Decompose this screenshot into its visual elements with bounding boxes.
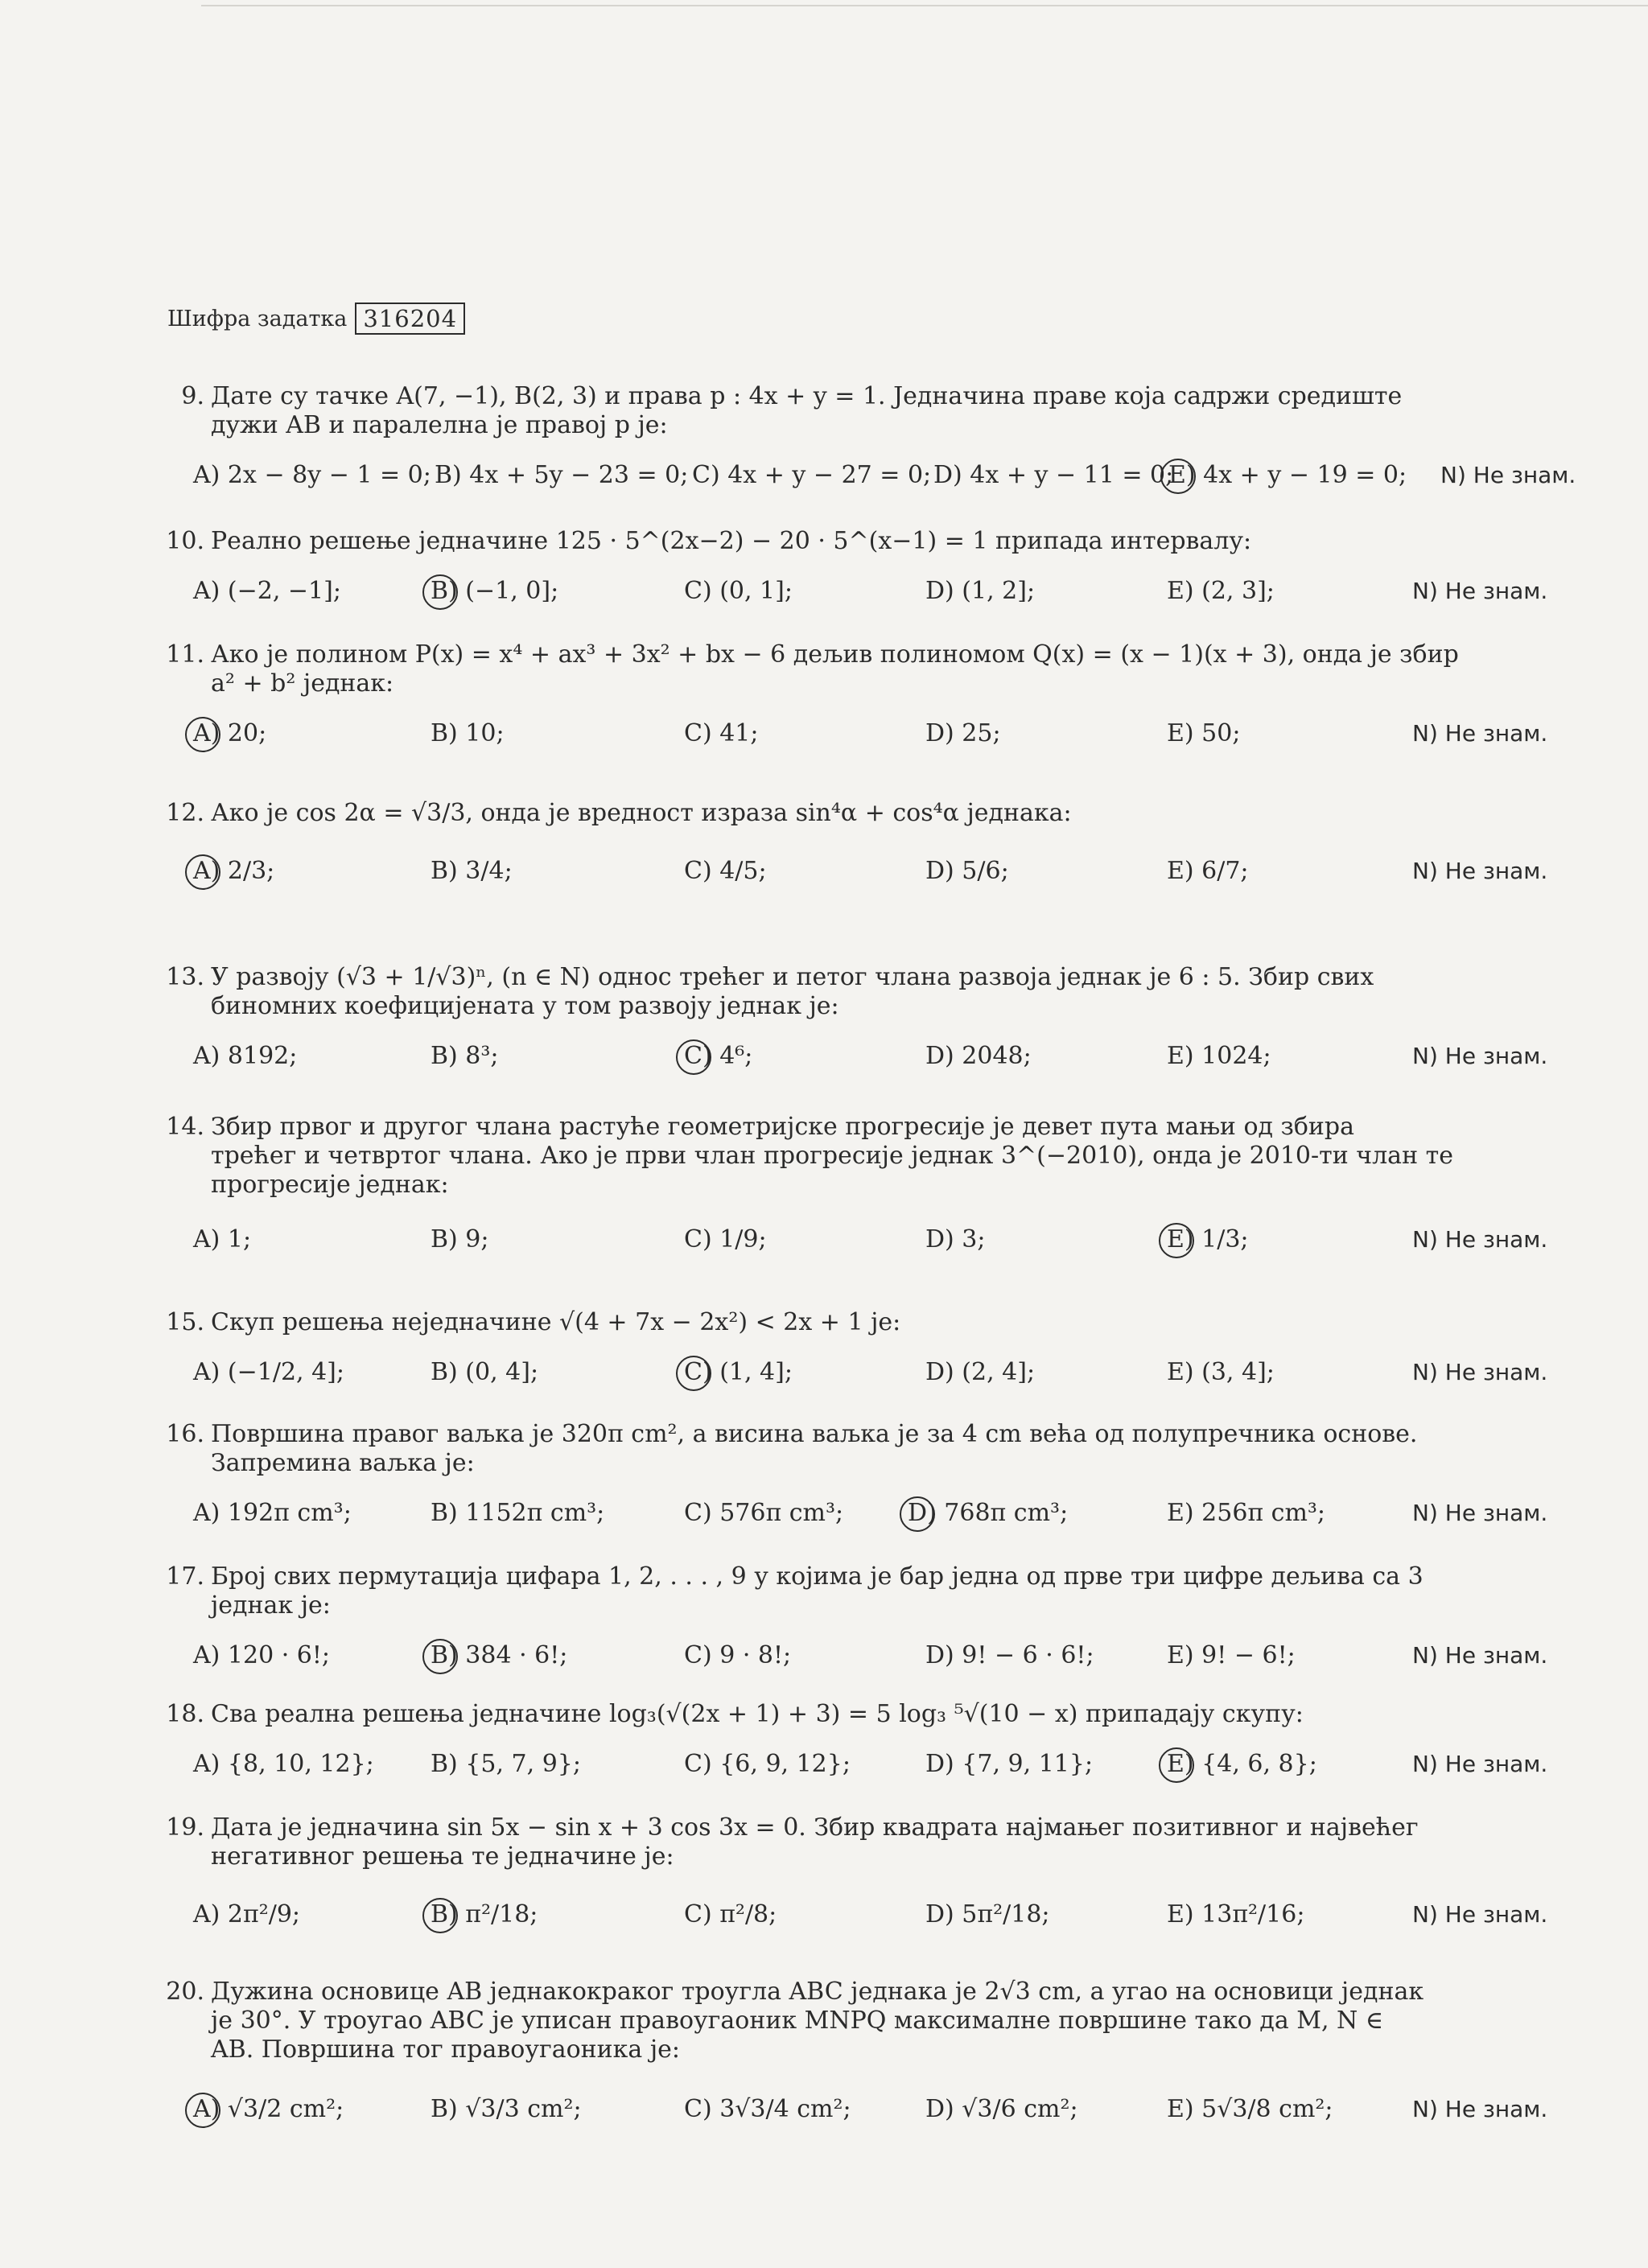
option-e-selected[interactable]: E) 4x + y − 19 = 0; — [1168, 461, 1407, 489]
option-d-selected[interactable]: D) 768π cm³; — [908, 1499, 1069, 1527]
question-number: 16. — [166, 1420, 204, 1448]
question-18 — [153, 1700, 1569, 1788]
option-d[interactable]: D) 4x + y − 11 = 0; — [933, 461, 1174, 489]
option-dont-know[interactable]: N) Не знам. — [1412, 1751, 1548, 1777]
answer-options — [153, 1883, 1569, 1947]
question-text: Реално решење једначине 125 · 5^(2x−2) − 20 · 5^(x−1) = 1 припада интервалу: — [211, 527, 1252, 555]
option-c-selected[interactable]: C) (1, 4]; — [684, 1358, 793, 1386]
option-e[interactable]: E) 6/7; — [1167, 857, 1249, 885]
option-dont-know[interactable]: N) Не знам. — [1412, 1901, 1548, 1928]
question-number: 15. — [166, 1308, 204, 1336]
option-b-selected[interactable]: B) 384 · 6!; — [431, 1641, 568, 1669]
question-number: 17. — [166, 1562, 204, 1591]
question-9 — [153, 382, 1576, 500]
option-d[interactable]: D) (1, 2]; — [925, 577, 1036, 605]
answer-options — [153, 1632, 1569, 1680]
option-dont-know[interactable]: N) Не знам. — [1412, 858, 1548, 884]
option-d[interactable]: D) {7, 9, 11}; — [925, 1750, 1094, 1778]
option-b[interactable]: B) √3/3 cm²; — [431, 2095, 582, 2123]
option-a[interactable]: A) 192π cm³; — [193, 1499, 352, 1527]
option-c[interactable]: C) (0, 1]; — [684, 577, 793, 605]
question-14 — [153, 1113, 1569, 1269]
question-13 — [153, 963, 1569, 1080]
question-text: Сва реална решења једначине log₃(√(2x + 1) + 3) = 5 log₃ ⁵√(10 − x) припадају скупу: — [211, 1700, 1304, 1728]
question-text: У развоју (√3 + 1/√3)ⁿ, (n ∈ N) однос трећег и петог члана развоја једнак је 6 : 5. Збир свих биномних коефицијената у том развоју једнак је: — [211, 963, 1374, 1020]
option-e-selected[interactable]: E) {4, 6, 8}; — [1167, 1750, 1317, 1778]
question-text: Дужина основице AB једнакокраког троугла ABC једнака је 2√3 cm, а угао на основици једнак је 30°. У троугао ABC је уписан правоугаоник MNPQ максималне површине тако да M, N ∈ AB. Површина тог правоугаоника је: — [211, 1978, 1424, 2064]
answer-options — [153, 1489, 1569, 1537]
question-text: Скуп решења неједначине √(4 + 7x − 2x²) < 2x + 1 је: — [211, 1308, 901, 1336]
option-e[interactable]: E) 13π²/16; — [1167, 1900, 1305, 1928]
question-17 — [153, 1562, 1569, 1680]
option-e-selected[interactable]: E) 1/3; — [1167, 1225, 1249, 1253]
option-b[interactable]: B) 3/4; — [431, 857, 513, 885]
question-number: 19. — [166, 1813, 204, 1842]
option-dont-know[interactable]: N) Не знам. — [1412, 2096, 1548, 2122]
option-d[interactable]: D) 3; — [925, 1225, 986, 1253]
option-a-selected[interactable]: A) 2/3; — [193, 857, 275, 885]
question-text: Ако је cos 2α = √3/3, онда је вредност израза sin⁴α + cos⁴α једнака: — [211, 799, 1072, 827]
option-dont-know[interactable]: N) Не знам. — [1412, 1226, 1548, 1253]
answer-options — [153, 1740, 1569, 1788]
option-dont-know[interactable]: N) Не знам. — [1412, 1500, 1548, 1526]
option-a[interactable]: A) 8192; — [193, 1042, 298, 1070]
option-e[interactable]: E) 5√3/8 cm²; — [1167, 2095, 1333, 2123]
answer-options — [153, 567, 1569, 615]
option-dont-know[interactable]: N) Не знам. — [1412, 578, 1548, 604]
option-e[interactable]: E) (2, 3]; — [1167, 577, 1275, 605]
option-dont-know[interactable]: N) Не знам. — [1412, 1043, 1548, 1069]
option-c[interactable]: C) π²/8; — [684, 1900, 777, 1928]
option-d[interactable]: D) (2, 4]; — [925, 1358, 1036, 1386]
answer-options — [153, 1211, 1569, 1269]
question-number: 9. — [181, 382, 204, 410]
question-number: 12. — [166, 799, 204, 827]
option-a[interactable]: A) 1; — [193, 1225, 252, 1253]
option-dont-know[interactable]: N) Не знам. — [1412, 1642, 1548, 1669]
question-number: 13. — [166, 963, 204, 991]
answer-options — [153, 2076, 1569, 2143]
answer-options — [153, 839, 1569, 903]
answer-options — [153, 710, 1569, 758]
question-12 — [153, 799, 1569, 903]
page-top-edge — [201, 5, 1648, 6]
question-number: 10. — [166, 527, 204, 555]
option-b[interactable]: B) 4x + 5y − 23 = 0; — [435, 461, 689, 489]
option-b[interactable]: B) 9; — [431, 1225, 489, 1253]
question-text: Број свих пермутација цифара 1, 2, . . . , 9 у којима је бар једна од прве три цифре дељива са 3 једнак је: — [211, 1562, 1423, 1620]
answer-options — [153, 451, 1576, 500]
question-number: 20. — [166, 1978, 204, 2006]
option-c[interactable]: C) 576π cm³; — [684, 1499, 844, 1527]
option-c[interactable]: C) 9 · 8!; — [684, 1641, 792, 1669]
option-dont-know[interactable]: N) Не знам. — [1412, 1359, 1548, 1385]
option-a[interactable]: A) {8, 10, 12}; — [193, 1750, 374, 1778]
option-c[interactable]: C) {6, 9, 12}; — [684, 1750, 851, 1778]
option-a-selected[interactable]: A) √3/2 cm²; — [193, 2095, 344, 2123]
option-e[interactable]: E) 9! − 6!; — [1167, 1641, 1296, 1669]
option-d[interactable]: D) 9! − 6 · 6!; — [925, 1641, 1094, 1669]
option-c-selected[interactable]: C) 4⁶; — [684, 1042, 753, 1070]
option-b-selected[interactable]: B) π²/18; — [431, 1900, 538, 1928]
question-19 — [153, 1813, 1569, 1947]
question-20 — [153, 1978, 1569, 2143]
option-c[interactable]: C) 4/5; — [684, 857, 767, 885]
option-e[interactable]: E) 256π cm³; — [1167, 1499, 1326, 1527]
option-e[interactable]: E) 50; — [1167, 719, 1241, 747]
option-b[interactable]: B) 10; — [431, 719, 505, 747]
option-b[interactable]: B) {5, 7, 9}; — [431, 1750, 581, 1778]
option-d[interactable]: D) 2048; — [925, 1042, 1032, 1070]
option-d[interactable]: D) 5π²/18; — [925, 1900, 1050, 1928]
option-a-selected[interactable]: A) 20; — [193, 719, 267, 747]
question-11 — [153, 640, 1569, 758]
option-dont-know[interactable]: N) Не знам. — [1440, 462, 1576, 488]
option-c[interactable]: C) 4x + y − 27 = 0; — [692, 461, 932, 489]
question-text: Површина правог ваљка је 320π cm², а висина ваљка је за 4 cm већа од полупречника основе. Запремина ваљка је: — [211, 1420, 1418, 1477]
question-16 — [153, 1420, 1569, 1537]
option-b-selected[interactable]: B) (−1, 0]; — [431, 577, 559, 605]
option-a[interactable]: A) 2x − 8y − 1 = 0; — [193, 461, 431, 489]
option-c[interactable]: C) 1/9; — [684, 1225, 767, 1253]
option-e[interactable]: E) 1024; — [1167, 1042, 1271, 1070]
question-text: Збир првог и другог члана растуће геометријске прогресије је девет пута мањи од збира трећег и четвртог члана. Ако је први члан прогресије једнак 3^(−2010), онда је 2010-ти члан те прогресије једнак: — [211, 1113, 1453, 1199]
question-text: Дата је једначина sin 5x − sin x + 3 cos 3x = 0. Збир квадрата најмањег позитивног и највећег негативног решења те једначине је: — [211, 1813, 1419, 1871]
task-code-box: 316204 — [355, 303, 465, 335]
question-text: Дате су тачке A(7, −1), B(2, 3) и права p : 4x + y = 1. Једначина праве која садржи средиште дужи AB и паралелна је правој p је: — [211, 382, 1403, 439]
option-a[interactable]: A) 2π²/9; — [193, 1900, 301, 1928]
question-text: Ако је полином P(x) = x⁴ + ax³ + 3x² + bx − 6 дељив полиномом Q(x) = (x − 1)(x + 3), онда је збир a² + b² једнак: — [211, 640, 1459, 698]
option-a[interactable]: A) 120 · 6!; — [193, 1641, 331, 1669]
option-a[interactable]: A) (−2, −1]; — [193, 577, 341, 605]
option-dont-know[interactable]: N) Не знам. — [1412, 720, 1548, 747]
answer-options — [153, 1032, 1569, 1080]
task-code-header — [167, 303, 465, 335]
answer-options — [153, 1348, 1569, 1397]
option-c[interactable]: C) 41; — [684, 719, 759, 747]
question-number: 14. — [166, 1113, 204, 1141]
question-15 — [153, 1308, 1569, 1397]
option-b[interactable]: B) (0, 4]; — [431, 1358, 539, 1386]
question-10 — [153, 527, 1569, 615]
question-number: 18. — [166, 1700, 204, 1728]
option-a[interactable]: A) (−1/2, 4]; — [193, 1358, 344, 1386]
option-b[interactable]: B) 8³; — [431, 1042, 499, 1070]
option-e[interactable]: E) (3, 4]; — [1167, 1358, 1275, 1386]
option-b[interactable]: B) 1152π cm³; — [431, 1499, 605, 1527]
option-c[interactable]: C) 3√3/4 cm²; — [684, 2095, 851, 2123]
option-d[interactable]: D) 25; — [925, 719, 1001, 747]
option-d[interactable]: D) 5/6; — [925, 857, 1009, 885]
question-number: 11. — [166, 640, 204, 669]
option-d[interactable]: D) √3/6 cm²; — [925, 2095, 1078, 2123]
task-code-label: Шифра задатка — [167, 306, 348, 331]
